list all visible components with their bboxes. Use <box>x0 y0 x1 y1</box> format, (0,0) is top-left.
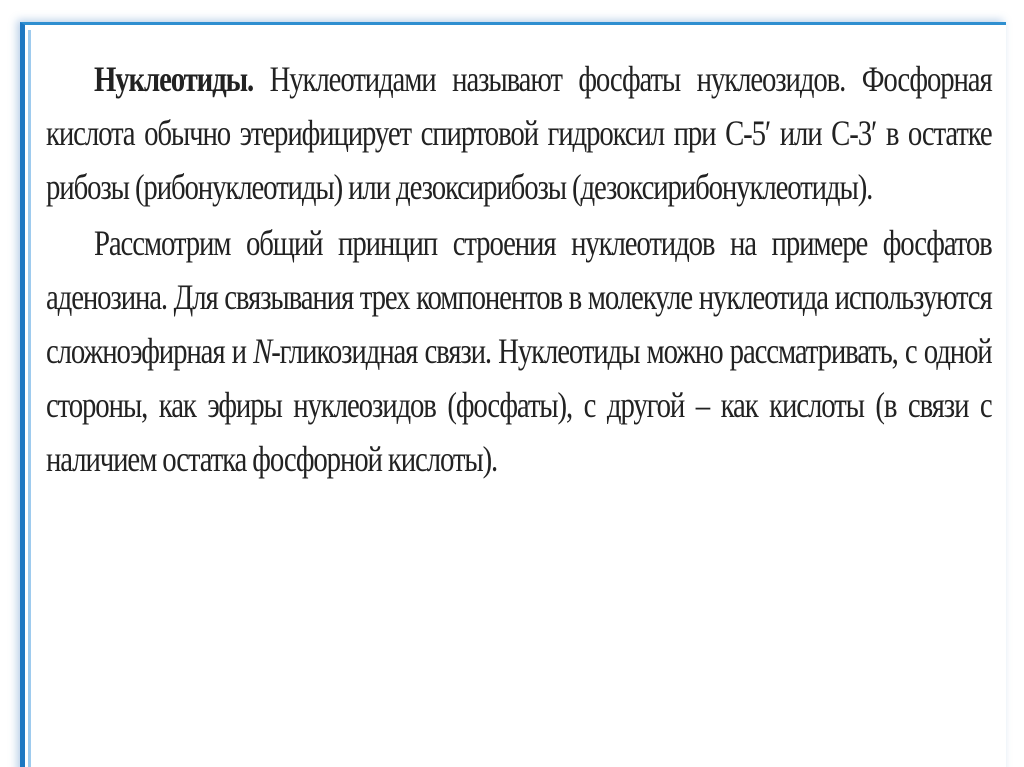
term-heading: Нуклеотиды. <box>94 59 254 99</box>
text-block <box>46 52 992 486</box>
n-glycosidic-letter: N <box>253 331 272 371</box>
paragraph-2-part-1: Рассмотрим общий принцип строения нуклеотидов на примере фосфатов аденозина. Для связывания трех компонентов в молекуле нуклеотида используются сложноэфирная и <box>46 223 992 371</box>
frame-edge-highlight <box>28 30 31 767</box>
paragraph-2-part-2: -гликозидная связи. Нуклеотиды можно рассматривать, с одной стороны, как эфиры нуклеозидов (фосфаты), с другой – как кислоты (в связи с наличием остатка фосфорной кислоты). <box>46 331 992 479</box>
paragraph-1-body: Нуклеотидами называют фосфаты нуклеозидов. Фосфорная кислота обычно этерифицирует спиртовой гидроксил при С-5′ или С-3′ в остатке рибозы (рибонуклеотиды) или дезоксирибозы (дезоксирибонуклеотиды). <box>46 59 992 207</box>
paragraph-structure-principle <box>46 216 992 486</box>
paragraph-nucleotides-definition <box>46 52 992 214</box>
